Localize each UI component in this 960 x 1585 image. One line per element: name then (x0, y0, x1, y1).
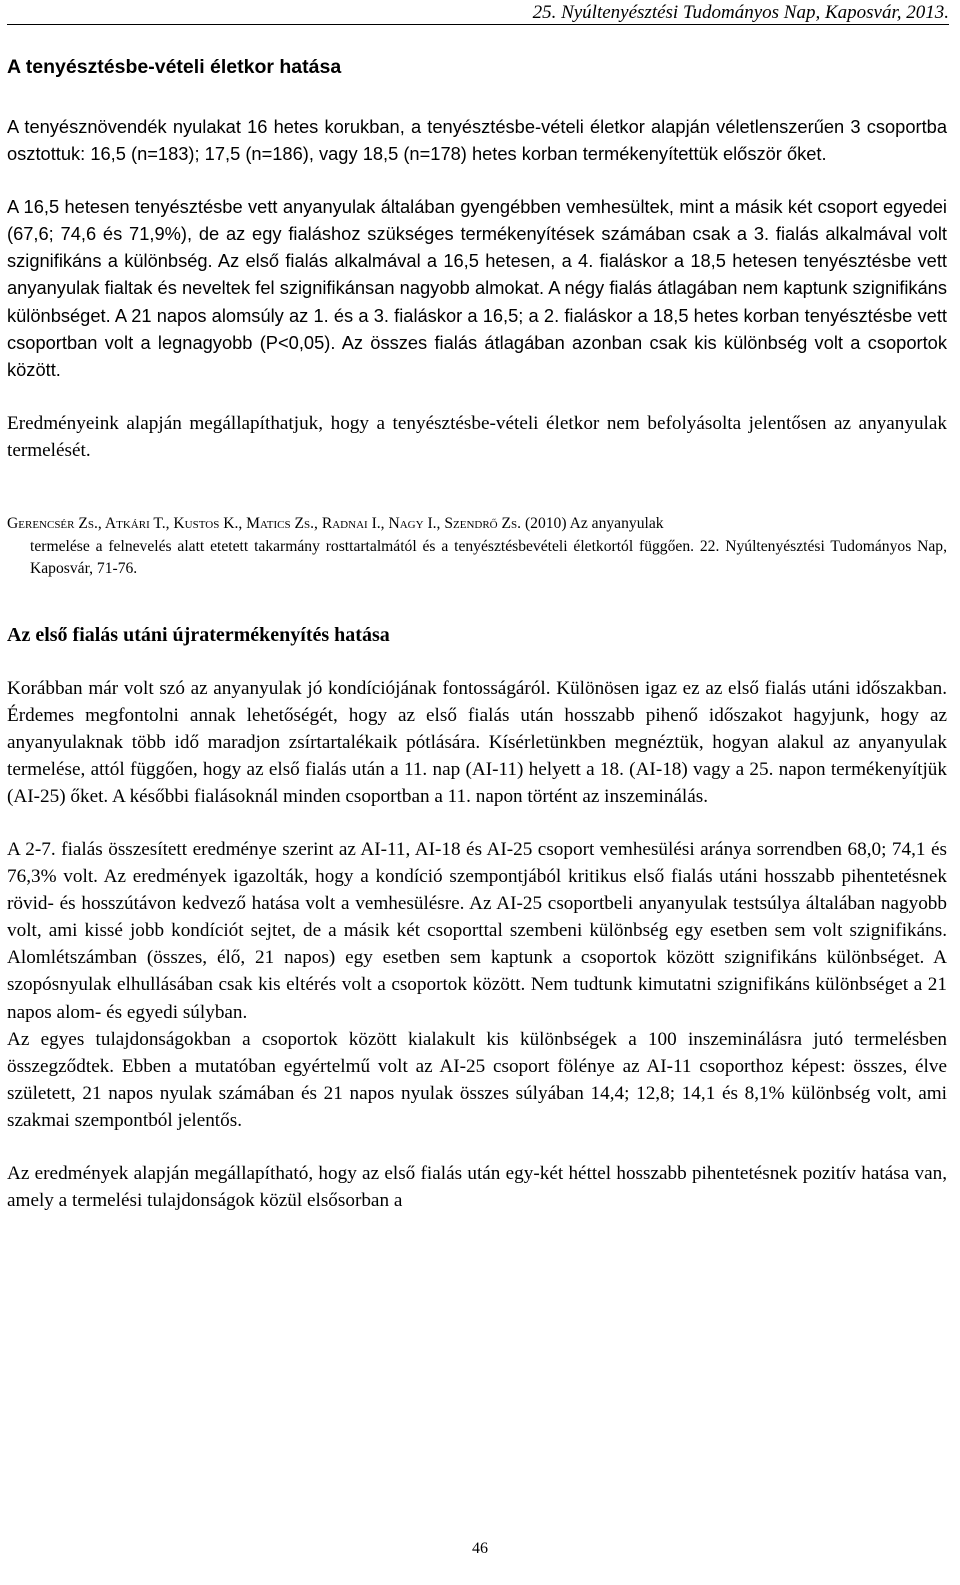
section-title-age-at-first-breeding: A tenyésztésbe-vételi életkor hatása (7, 56, 342, 78)
paragraph-methods: A tenyésznövendék nyulakat 16 hetes korukban, a tenyésztésbe-vételi életkor alapján véletlenszerűen 3 csoportba osztottuk: 16,5 (n=183); 17,5 (n=186), vagy 18,5 (n=178) hetes korban termékenyítettük először őket. (7, 116, 947, 165)
page-number: 46 (472, 1540, 488, 1557)
paragraph-final-conclusion: Az eredmények alapján megállapítható, hogy az első fialás után egy-két héttel hosszabb pihentetésnek pozitív hatása van, amely a termelési tulajdonságok közül elsősorban a (7, 1163, 947, 1212)
section-title-rebreeding-after-first-kindling: Az első fialás utáni újratermékenyítés hatása (7, 623, 390, 646)
running-header: 25. Nyúltenyésztési Tudományos Nap, Kaposvár, 2013. (7, 0, 949, 25)
paragraph-kindling-results: A 2-7. fialás összesített eredménye szerint az AI-11, AI-18 és AI-25 csoport vemhesülési aránya sorrendben 68,0; 74,1 és 76,3% volt. Az eredmények igazolták, hogy a kondíció szempontjából kritikus első fialás utáni hosszabb pihentetésnek rövid- és hosszútávon kedvező hatása volt a vemhesülésre. Az AI-25 csoportbeli anyanyulak testsúlya általában nagyobb volt, ami kissé jobb kondíciót sejtet, de a másik két csoporttal szembeni különbség egy esetben sem volt szignifikáns. Alomlétszámban (összes, élő, 21 napos) egy esetben sem kaptunk a csoportok között szignifikáns különbséget. A szopósnyulak elhullásában csak kis eltérés volt a csoportok között. Nem tudtunk kimutatni szignifikáns különbséget a 21 napos alom- és egyedi súlyban. (7, 839, 947, 1023)
page-content (7, 0, 947, 1214)
paragraph-conclusion: Eredményeink alapján megállapíthatjuk, hogy a tenyésztésbe-vételi életkor nem befolyásolta jelentősen az anyanyulak termelését. (7, 412, 947, 461)
reference-authors: Gerencsér Zs., Atkári T., Kustos K., Matics Zs., Radnai I., Nagy I., Szendrő Zs. (7, 515, 522, 533)
paragraph-intro: Korábban már volt szó az anyanyulak jó kondíciójának fontosságáról. Különösen igaz ez az első fialás utáni időszakban. Érdemes megfontolni annak lehetőségét, hogy az első fialás után hosszabb pihenő időszakot hagyjunk, hogy az anyanyulaknak több idő maradjon zsírtartalékaik pótlására. Kísérletünkben megnéztük, hogyan alakul az anyanyulak termelése, attól függően, hogy az első fialás után a 11. nap (AI-11) helyett a 18. (AI-18) vagy a 25. napon termékenyítjük (AI-25) őket. A későbbi fialásoknál minden csoportban a 11. napon történt az inszeminálás. (7, 677, 947, 807)
reference-entry (7, 513, 947, 581)
paragraph-production-per-100-ai: Az egyes tulajdonságokban a csoportok között kialakult kis különbségek a 100 inszeminálásra jutó termelésben összegződtek. Ebben a mutatóban egyértelmű volt az AI-25 csoport fölénye az AI-11 csoporthoz képest: összes, élve született, 21 napos nyulak számában és 21 napos nyulak összes súlyában 14,4; 12,8; 14,1 és 8,1% különbség volt, ami szakmai szempontból jelentős. (7, 1028, 947, 1131)
paragraph-results: A 16,5 hetesen tenyésztésbe vett anyanyulak általában gyengébben vemhesültek, mint a másik két csoport egyedei (67,6; 74,6 és 71,9%), de az egy fialáshoz szükséges termékenyítések számában csak a 3. fialás alkalmával volt szignifikáns a különbség. Az első fialás alkalmával a 16,5 hetesen, a 4. fialáskor a 18,5 hetesen tenyésztésbe vett anyanyulak fialtak és neveltek fel szignifikánsan nagyobb almokat. A négy fialás átlagában nem kaptunk szignifikáns különbséget. A 21 napos alomsúly az 1. és a 3. fialáskor a 16,5; a 2. fialáskor a 18,5 hetes korban tenyésztésbe vett csoportban volt a legnagyobb (P<0,05). Az összes fialás átlagában azonban csak kis különbség volt a csoportok között. (7, 196, 947, 380)
reference-year-title: (2010) Az anyanyulak (521, 515, 664, 533)
reference-continuation: termelése a felnevelés alatt etetett takarmány rosttartalmától és a tenyésztésbevételi életkortól függően. 22. Nyúltenyésztési Tudományos Nap, Kaposvár, 71-76. (30, 537, 947, 578)
